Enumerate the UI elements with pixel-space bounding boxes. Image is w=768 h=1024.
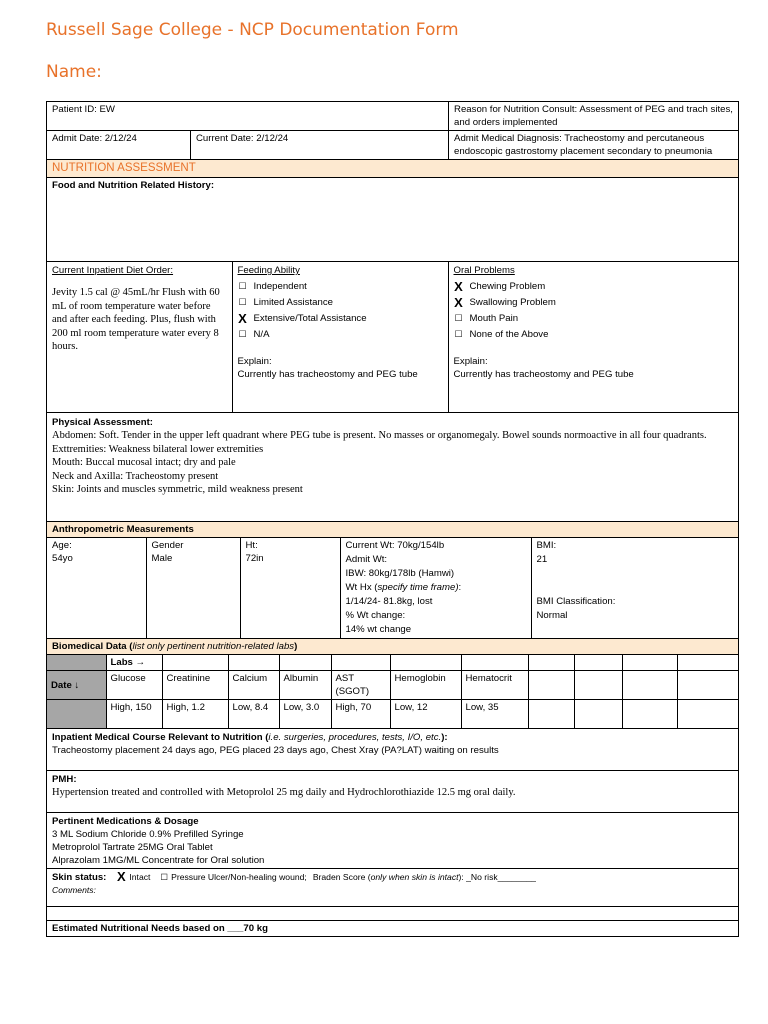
biomedical-table bbox=[47, 655, 738, 728]
current-weight: Current Wt: 70kg/154lb bbox=[345, 540, 445, 551]
oral-explain-text: Currently has tracheostomy and PEG tube bbox=[453, 369, 634, 380]
gender-label: Gender bbox=[151, 540, 184, 551]
oral-option-swallowing: Swallowing Problem bbox=[469, 297, 556, 308]
consult-reason: Reason for Nutrition Consult: Assessment of PEG and trach sites, and orders implemented bbox=[449, 102, 739, 131]
lab-val-creatinine: High, 1.2 bbox=[162, 700, 228, 728]
name-label: Name: bbox=[46, 62, 102, 82]
labs-corner bbox=[47, 655, 106, 671]
bmi-label: BMI: bbox=[536, 540, 557, 551]
medical-course-text: Tracheostomy placement 24 days ago, PEG placed 23 days ago, Chest Xray (PA?LAT) waiting on results bbox=[52, 744, 499, 756]
lab-col-ast: AST (SGOT) bbox=[331, 671, 390, 700]
admit-weight: Admit Wt: bbox=[345, 554, 388, 565]
diet-feeding-oral-table bbox=[47, 262, 738, 412]
ncp-form bbox=[46, 101, 739, 937]
weight-change-value: 14% wt change bbox=[345, 624, 412, 635]
admit-date: Admit Date: 2/12/24 bbox=[47, 131, 191, 160]
skin-status-label: Skin status: bbox=[52, 871, 107, 883]
lab-col-albumin: Albumin bbox=[279, 671, 331, 700]
physical-line-mouth: Mouth: Buccal mucosal intact; dry and pale bbox=[52, 457, 236, 468]
medication-2: Metroprolol Tartrate 25MG Oral Tablet bbox=[52, 841, 213, 853]
checkbox-icon[interactable]: ☐ bbox=[238, 297, 247, 307]
feeding-option-independent: Independent bbox=[253, 281, 307, 292]
date-label: Date ↓ bbox=[47, 671, 106, 700]
checkbox-icon[interactable]: ☐ bbox=[454, 313, 463, 323]
age-value: 54yo bbox=[52, 553, 73, 564]
ibw: IBW: 80kg/178lb (Hamwi) bbox=[345, 568, 455, 579]
skin-ulcer-option: Pressure Ulcer/Non-healing wound; bbox=[171, 871, 307, 882]
physical-line-extremities: Exttremities: Weakness bilateral lower extremities bbox=[52, 443, 264, 455]
medication-1: 3 ML Sodium Chloride 0.9% Prefilled Syringe bbox=[52, 828, 244, 840]
anthropometric-table bbox=[47, 538, 738, 638]
feeding-option-limited: Limited Assistance bbox=[253, 297, 333, 308]
oral-option-mouth-pain: Mouth Pain bbox=[469, 313, 519, 324]
food-history-label: Food and Nutrition Related History: bbox=[47, 178, 739, 262]
skin-comments-label: Comments: bbox=[52, 884, 96, 895]
x-mark-icon[interactable]: X bbox=[454, 294, 463, 310]
diet-order-text: Jevity 1.5 cal @ 45mL/hr Flush with 60 mL of room temperature water before and after each feeding. Plus, flush with 200 ml room temperature water every 8 hours. bbox=[52, 287, 220, 352]
height-value: 72in bbox=[245, 553, 264, 564]
checkbox-icon[interactable]: ☐ bbox=[454, 329, 463, 339]
physical-assessment-label: Physical Assessment: bbox=[52, 417, 153, 428]
lab-col-creatinine: Creatinine bbox=[162, 671, 228, 700]
oral-option-none: None of the Above bbox=[469, 329, 549, 340]
gender-value: Male bbox=[151, 553, 173, 564]
diet-order-label: Current Inpatient Diet Order: bbox=[52, 265, 174, 276]
lab-val-albumin: Low, 3.0 bbox=[279, 700, 331, 728]
labs-label: Labs → bbox=[106, 655, 162, 671]
x-mark-icon[interactable]: X bbox=[454, 278, 463, 294]
anthropometric-heading: Anthropometric Measurements bbox=[47, 522, 739, 538]
lab-val-hemoglobin: Low, 12 bbox=[390, 700, 461, 728]
weight-history-label: Wt Hx (specify time frame): bbox=[345, 582, 462, 593]
feeding-ability-label: Feeding Ability bbox=[237, 265, 300, 276]
lab-val-hematocrit: Low, 35 bbox=[461, 700, 528, 728]
pmh-text: Hypertension treated and controlled with Metoprolol 25 mg daily and Hydrochlorothiazide 12.5 mg oral daily. bbox=[52, 786, 516, 798]
x-mark-icon[interactable]: X bbox=[238, 310, 247, 326]
physical-line-neck: Neck and Axilla: Tracheostomy present bbox=[52, 470, 219, 482]
lab-val-ast: High, 70 bbox=[331, 700, 390, 728]
physical-line-abdomen: Abdomen: Soft. Tender in the upper left quadrant where PEG tube is present. No masses or organomegaly. Bowel sounds normoactive in all four quadrants. bbox=[52, 430, 707, 441]
feeding-option-extensive: Extensive/Total Assistance bbox=[253, 313, 367, 324]
estimated-needs-label: Estimated Nutritional Needs based on ___70 kg bbox=[47, 920, 739, 936]
lab-col-hematocrit: Hematocrit bbox=[461, 671, 528, 700]
weight-change-label: % Wt change: bbox=[345, 610, 406, 621]
current-date: Current Date: 2/12/24 bbox=[191, 131, 449, 160]
form-title: Russell Sage College - NCP Documentation Form bbox=[46, 20, 459, 40]
patient-id: Patient ID: EW bbox=[47, 102, 449, 131]
lab-col-calcium: Calcium bbox=[228, 671, 279, 700]
medication-3: Alprazolam 1MG/ML Concentrate for Oral solution bbox=[52, 854, 265, 866]
weight-history-value: 1/14/24- 81.8kg, lost bbox=[345, 596, 433, 607]
age-label: Age: bbox=[52, 540, 72, 551]
checkbox-icon[interactable]: ☐ bbox=[238, 329, 247, 339]
height-label: Ht: bbox=[245, 540, 258, 551]
checkbox-icon[interactable]: ☐ bbox=[160, 871, 169, 882]
oral-option-chewing: Chewing Problem bbox=[469, 281, 546, 292]
nutrition-assessment-heading: NUTRITION ASSESSMENT bbox=[47, 160, 739, 178]
physical-line-skin: Skin: Joints and muscles symmetric, mild weakness present bbox=[52, 484, 303, 495]
medical-course-label: Inpatient Medical Course Relevant to Nutrition (i.e. surgeries, procedures, tests, I/O, etc.): bbox=[52, 731, 448, 743]
lab-val-calcium: Low, 8.4 bbox=[228, 700, 279, 728]
skin-intact-option: Intact bbox=[129, 871, 151, 882]
feeding-explain-text: Currently has tracheostomy and PEG tube bbox=[237, 369, 418, 380]
bmi-class-value: Normal bbox=[536, 610, 568, 621]
feeding-explain-label: Explain: bbox=[237, 356, 272, 367]
lab-val-glucose: High, 150 bbox=[106, 700, 162, 728]
oral-problems-label: Oral Problems bbox=[453, 265, 515, 276]
date-cell bbox=[47, 700, 106, 728]
feeding-option-na: N/A bbox=[253, 329, 270, 340]
lab-col-glucose: Glucose bbox=[106, 671, 162, 700]
biomedical-heading: Biomedical Data (list only pertinent nutrition-related labs) bbox=[47, 639, 739, 655]
pmh-label: PMH: bbox=[52, 773, 77, 785]
medications-label: Pertinent Medications & Dosage bbox=[52, 815, 199, 827]
x-mark-icon[interactable]: X bbox=[117, 869, 126, 884]
bmi-class-label: BMI Classification: bbox=[536, 596, 616, 607]
checkbox-icon[interactable]: ☐ bbox=[238, 281, 247, 291]
braden-score: Braden Score (only when skin is intact): _No risk________ bbox=[312, 871, 536, 882]
admit-diagnosis: Admit Medical Diagnosis: Tracheostomy and percutaneous endoscopic gastrostomy placement secondary to pneumonia bbox=[449, 131, 739, 160]
oral-explain-label: Explain: bbox=[453, 356, 488, 367]
lab-col-hemoglobin: Hemoglobin bbox=[390, 671, 461, 700]
bmi-value: 21 bbox=[536, 554, 548, 565]
